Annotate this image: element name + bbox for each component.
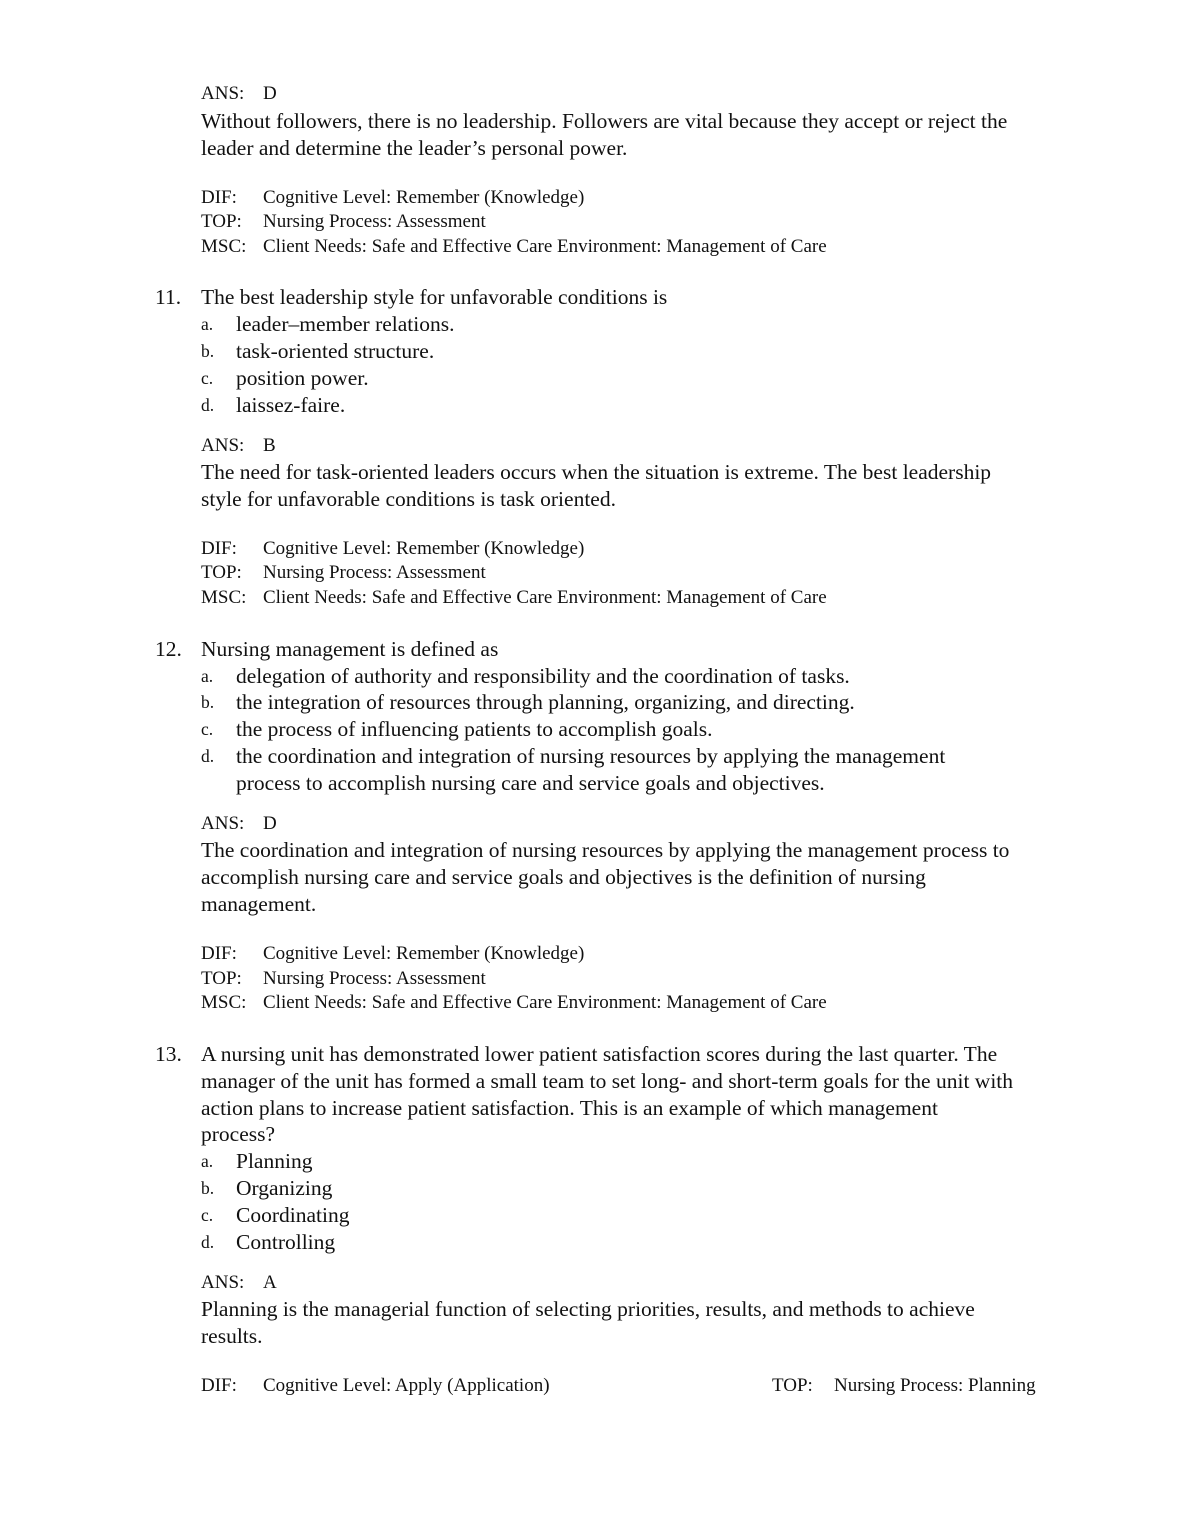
option-letter: c. bbox=[201, 368, 214, 388]
meta-key: MSC: bbox=[201, 587, 247, 608]
meta-key: TOP: bbox=[201, 968, 242, 989]
option-text: Organizing bbox=[236, 1176, 333, 1200]
rationale-line: leader and determine the leader’s personal power. bbox=[201, 136, 628, 160]
meta-key: MSC: bbox=[201, 992, 247, 1013]
meta-key: DIF: bbox=[201, 943, 237, 964]
rationale-line: The need for task-oriented leaders occurs when the situation is extreme. The best leadership bbox=[201, 460, 992, 484]
answer-label: ANS: bbox=[201, 813, 245, 834]
meta-value: Nursing Process: Assessment bbox=[263, 562, 486, 583]
option-letter: b. bbox=[201, 1178, 215, 1198]
option-letter: d. bbox=[201, 1232, 215, 1252]
option-text: task-oriented structure. bbox=[236, 339, 435, 363]
meta-value: Cognitive Level: Remember (Knowledge) bbox=[263, 943, 585, 964]
option-letter: d. bbox=[201, 395, 215, 415]
question-number: 12. bbox=[155, 637, 182, 661]
meta-key: TOP: bbox=[201, 211, 242, 232]
option-letter: c. bbox=[201, 1205, 214, 1225]
meta-value: Client Needs: Safe and Effective Care Environment: Management of Care bbox=[263, 587, 827, 608]
meta-value: Cognitive Level: Apply (Application) bbox=[263, 1375, 550, 1396]
question-stem: manager of the unit has formed a small team to set long- and short-term goals for the unit with bbox=[201, 1069, 1014, 1093]
option-letter: b. bbox=[201, 341, 215, 361]
meta-value: Client Needs: Safe and Effective Care Environment: Management of Care bbox=[263, 236, 827, 257]
option-text: delegation of authority and responsibility and the coordination of tasks. bbox=[236, 664, 850, 688]
meta-value: Client Needs: Safe and Effective Care Environment: Management of Care bbox=[263, 992, 827, 1013]
option-text: the integration of resources through planning, organizing, and directing. bbox=[236, 690, 855, 714]
option-text: the process of influencing patients to accomplish goals. bbox=[236, 717, 713, 741]
option-text: Planning bbox=[236, 1149, 313, 1173]
meta-value: Nursing Process: Assessment bbox=[263, 968, 486, 989]
answer-label: ANS: bbox=[201, 83, 245, 104]
answer-value: B bbox=[263, 435, 276, 456]
rationale-line: Planning is the managerial function of selecting priorities, results, and methods to achieve bbox=[201, 1297, 975, 1321]
answer-value: D bbox=[263, 813, 277, 834]
answer-value: A bbox=[263, 1272, 277, 1293]
rationale-line: The coordination and integration of nursing resources by applying the management process to bbox=[201, 838, 1010, 862]
option-letter: b. bbox=[201, 692, 215, 712]
rationale-line: results. bbox=[201, 1324, 263, 1348]
rationale-line: management. bbox=[201, 892, 317, 916]
option-text: laissez-faire. bbox=[236, 393, 346, 417]
question-stem: The best leadership style for unfavorable conditions is bbox=[201, 285, 668, 309]
option-text: leader–member relations. bbox=[236, 312, 455, 336]
option-text: the coordination and integration of nursing resources by applying the management bbox=[236, 744, 946, 768]
meta-key: DIF: bbox=[201, 1375, 237, 1396]
rationale-line: Without followers, there is no leadership. Followers are vital because they accept or reject the bbox=[201, 109, 1008, 133]
rationale-line: style for unfavorable conditions is task oriented. bbox=[201, 487, 616, 511]
option-text: Controlling bbox=[236, 1230, 336, 1254]
question-stem: A nursing unit has demonstrated lower patient satisfaction scores during the last quarter. The bbox=[201, 1042, 998, 1066]
question-stem: process? bbox=[201, 1122, 276, 1146]
option-letter: d. bbox=[201, 746, 215, 766]
option-text: position power. bbox=[236, 366, 369, 390]
meta-key: TOP: bbox=[772, 1375, 813, 1396]
question-number: 11. bbox=[155, 285, 182, 309]
option-letter: a. bbox=[201, 1151, 214, 1171]
meta-key: DIF: bbox=[201, 187, 237, 208]
option-text-continued: process to accomplish nursing care and service goals and objectives. bbox=[236, 771, 825, 795]
option-letter: a. bbox=[201, 666, 214, 686]
question-stem: Nursing management is defined as bbox=[201, 637, 499, 661]
meta-value: Cognitive Level: Remember (Knowledge) bbox=[263, 187, 585, 208]
answer-value: D bbox=[263, 83, 277, 104]
question-stem: action plans to increase patient satisfaction. This is an example of which management bbox=[201, 1096, 938, 1120]
option-letter: c. bbox=[201, 719, 214, 739]
meta-key: MSC: bbox=[201, 236, 247, 257]
meta-value: Nursing Process: Assessment bbox=[263, 211, 486, 232]
option-text: Coordinating bbox=[236, 1203, 350, 1227]
meta-key: DIF: bbox=[201, 538, 237, 559]
option-letter: a. bbox=[201, 314, 214, 334]
meta-value: Nursing Process: Planning bbox=[834, 1375, 1036, 1396]
meta-key: TOP: bbox=[201, 562, 242, 583]
question-number: 13. bbox=[155, 1042, 182, 1066]
answer-label: ANS: bbox=[201, 435, 245, 456]
rationale-line: accomplish nursing care and service goals and objectives is the definition of nursing bbox=[201, 865, 926, 889]
meta-value: Cognitive Level: Remember (Knowledge) bbox=[263, 538, 585, 559]
answer-label: ANS: bbox=[201, 1272, 245, 1293]
